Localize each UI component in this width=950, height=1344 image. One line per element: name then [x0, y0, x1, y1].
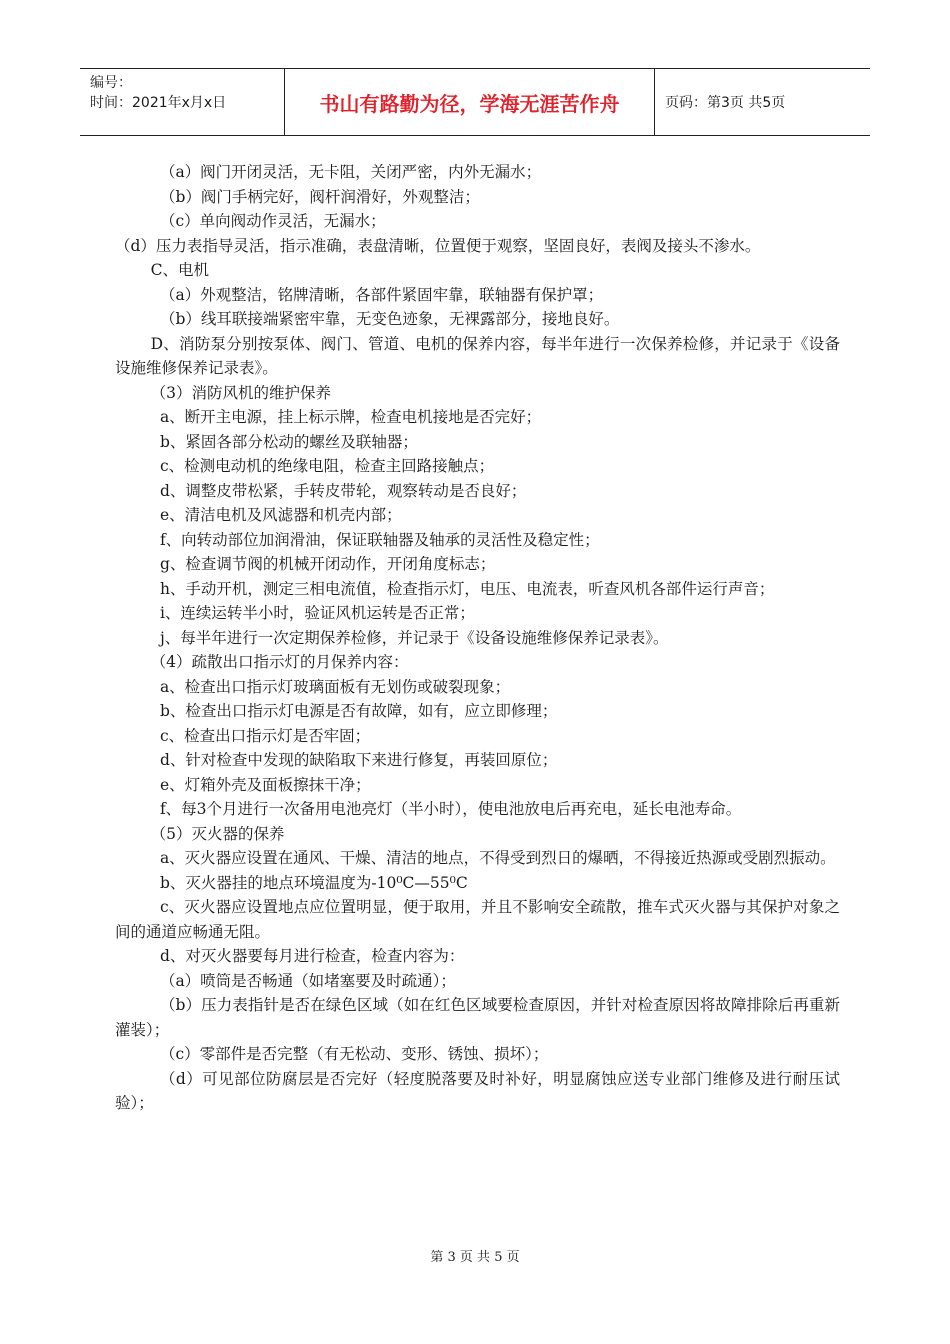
list-item: c、检查出口指示灯是否牢固； — [159, 726, 371, 745]
list-item: （d）可见部位防腐层是否完好（轻度脱落要及时补好，明显腐蚀应送专业部门维修及进行耐压试验）； — [115, 1069, 840, 1112]
header-motto: 书山有路勤为径，学海无涯苦作舟 — [285, 69, 655, 135]
paragraph: （a）外观整洁，铭牌清晰，各部件紧固牢靠，联轴器有保护罩； — [159, 285, 604, 304]
section-heading: （3）消防风机的维护保养 — [150, 383, 332, 402]
list-item: h、手动开机，测定三相电流值，检查指示灯，电压、电流表，听查风机各部件运行声音； — [159, 579, 775, 598]
list-item: i、连续运转半小时，验证风机运转是否正常； — [159, 604, 475, 622]
list-item: g、检查调节阀的机械开闭动作，开闭角度标志； — [159, 555, 496, 573]
list-item: a、灭火器应设置在通风、干燥、清洁的地点，不得受到烈日的爆晒，不得接近热源或受剧烈振动。 — [159, 849, 836, 867]
list-item: c、灭火器应设置地点应位置明显，便于取用，并且不影响安全疏散，推车式灭火器与其保护对象之间的通道应畅通无阻。 — [115, 898, 840, 941]
number-label: 编号： — [90, 75, 132, 91]
list-item: a、检查出口指示灯玻璃面板有无划伤或破裂现象； — [159, 677, 511, 696]
list-item: b、检查出口指示灯电源是否有故障，如有，应立即修理； — [159, 702, 558, 720]
list-item: （b）压力表指针是否在绿色区域（如在红色区域要检查原因，并针对检查原因将故障排除后再重新灌装）； — [115, 996, 840, 1039]
page-footer: 第 3 页 共 5 页 — [430, 1250, 520, 1265]
list-item: b、紧固各部分松动的螺丝及联轴器； — [159, 432, 418, 451]
list-item: f、每3个月进行一次备用电池亮灯（半小时），使电池放电后再充电，延长电池寿命。 — [159, 800, 742, 818]
paragraph: （b）阀门手柄完好，阀杆润滑好，外观整洁； — [159, 187, 480, 206]
time-label: 时间：2021年x月x日 — [90, 95, 227, 111]
document-body — [115, 160, 840, 1116]
list-item: （a）喷筒是否畅通（如堵塞要及时疏通）； — [159, 971, 456, 990]
paragraph: （a）阀门开闭灵活，无卡阻，关闭严密，内外无漏水； — [159, 163, 542, 181]
list-item: d、针对检查中发现的缺陷取下来进行修复，再装回原位； — [159, 751, 558, 769]
paragraph: （b）线耳联接端紧密牢靠，无变色迹象，无裸露部分，接地良好。 — [159, 310, 620, 328]
header-page-info: 页码：第3页 共5页 — [665, 95, 786, 111]
list-item: （c）零部件是否完整（有无松动、变形、锈蚀、损坏）； — [159, 1045, 549, 1063]
paragraph: D、消防泵分别按泵体、阀门、管道、电机的保养内容，每半年进行一次保养检修，并记录于《设备设施维修保养记录表》。 — [115, 334, 840, 377]
section-heading: （4）疏散出口指示灯的月保养内容： — [150, 653, 409, 671]
list-item: a、断开主电源，挂上标示牌，检查电机接地是否完好； — [159, 408, 542, 426]
paragraph: （c）单向阀动作灵活，无漏水； — [159, 212, 386, 230]
header-table — [80, 68, 870, 136]
section-heading: （5）灭火器的保养 — [150, 824, 285, 843]
list-item: e、清洁电机及风滤器和机壳内部； — [159, 506, 402, 524]
list-item: j、每半年进行一次定期保养检修，并记录于《设备设施维修保养记录表》。 — [159, 628, 669, 647]
list-item: e、灯箱外壳及面板擦抹干净； — [159, 775, 371, 794]
list-item: b、灭火器挂的地点环境温度为-10⁰C—55⁰C — [159, 873, 468, 892]
paragraph: （d）压力表指导灵活，指示准确，表盘清晰，位置便于观察，坚固良好，表阀及接头不渗水。 — [115, 236, 761, 255]
list-item: d、调整皮带松紧，手转皮带轮，观察转动是否良好； — [159, 481, 527, 500]
list-item: d、对灭火器要每月进行检查，检查内容为： — [159, 947, 465, 965]
list-item: c、检测电动机的绝缘电阻，检查主回路接触点； — [159, 457, 495, 475]
list-item: f、向转动部位加润滑油，保证联轴器及轴承的灵活性及稳定性； — [159, 530, 600, 549]
header-meta — [80, 69, 285, 135]
section-heading: C、电机 — [150, 261, 210, 279]
